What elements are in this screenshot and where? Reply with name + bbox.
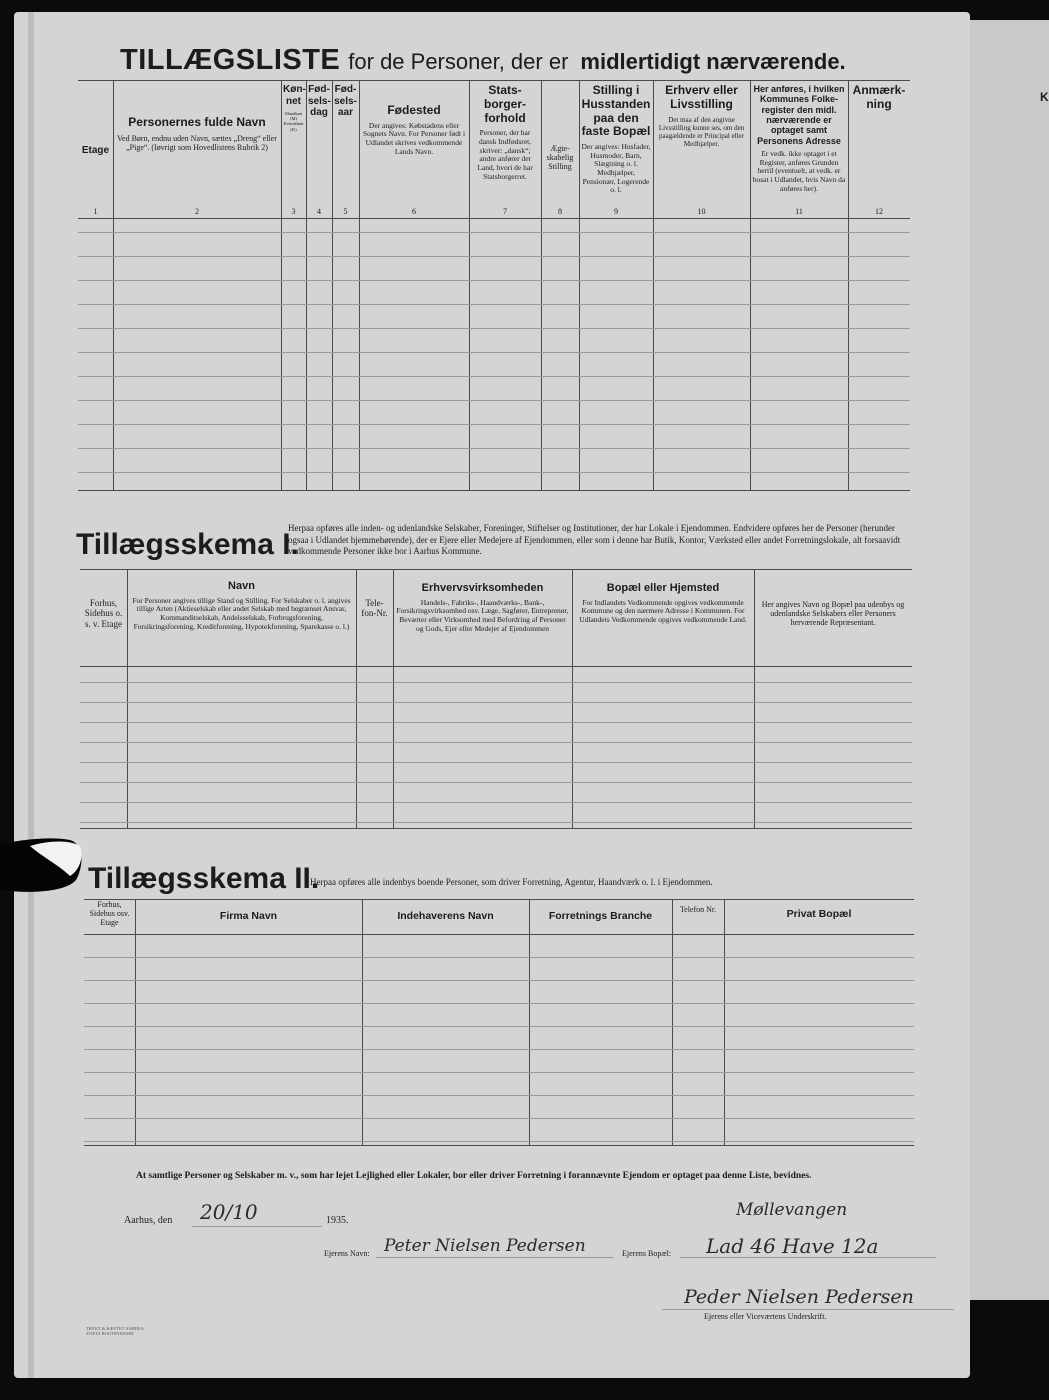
schema1-top-border [80,569,912,570]
adjacent-page-letter: K [1040,90,1049,104]
title-main: TILLÆGSLISTE [120,44,341,76]
s2-col-5 [673,905,723,935]
s2-col-6-title: Privat Bopæl [786,908,852,920]
handwritten-owner-address: Lad 46 Have 12a [706,1234,879,1258]
schema2-row-line [84,1049,914,1050]
list-col-number: 5 [343,207,348,216]
list-row-line [78,280,910,281]
list-row-line [78,256,910,257]
list-column-divider [359,80,360,490]
certification-text: At samtlige Personer og Selskaber m. v., som har lejet Lejlighed eller Lokaler, bor eller driver Forretning i forannævnte Ejendom er optaget paa denne Liste, bevidnes. [136,1171,812,1181]
schema1-row-line [80,802,912,803]
s1-col-1-title: Forhus, Sidehus o. s. v. Etage [84,598,123,629]
s1-col-2-title: Navn [228,580,255,592]
s1-col-4-note: Handels-, Fabriks-, Haandværks-, Bank-, Forsikringsvirksomhed osv. Læge, Sagfører, Entreprenør, Beværter eller Virksomhed med Befordring af Personer og Gods, Ejer eller Medejer af Ejendommen [396,597,569,633]
list-col-number: 3 [291,207,296,216]
s1-col-6-note: Her angives Navn og Bopæl paa udenbys og udenlandske Selskabers eller Personers herværende Repræsentant. [761,600,905,628]
list-col-number: 6 [412,207,416,216]
schema2-row-line [84,1072,914,1073]
list-row-line [78,304,910,305]
city-date-label: Aarhus, den [124,1215,173,1226]
list-col-9 [581,84,651,204]
list-column-divider [541,80,542,490]
list-col-10 [655,84,748,204]
schema2-title: Tillægsskema II. [88,862,320,895]
list-column-divider [281,80,282,490]
s2-col-2-title: Firma Navn [219,910,278,922]
s1-col-5-note: For Indlandets Vedkommende opgives vedkommende Kommune og den nærmere Adresse i Kommunen. For Udlandets Vedkommende opgives vedkommende Land. [579,597,747,624]
list-column-divider [332,80,333,490]
list-col-6 [361,104,467,224]
list-row-line [78,352,910,353]
list-row-line [78,328,910,329]
list-col-number: 2 [195,207,199,216]
owner-address-label: Ejerens Bopæl: [622,1249,672,1258]
list-col-3 [283,84,304,204]
schema1-row-line [80,742,912,743]
list-col-7 [471,84,539,204]
schema1-row-line [80,702,912,703]
list-column-divider [306,80,307,490]
list-col-4-title: Fød-sels-dag [308,84,331,118]
list-col-number: 8 [558,207,562,216]
s2-col-3 [363,910,528,940]
schema2-column-divider [672,899,673,1145]
schema1-row-line [80,782,912,783]
printer-imprint: TRYKT & HÆFTET AARHUS STIFTS BOGTRYKKERI [86,1326,144,1337]
list-row-line [78,472,910,473]
date-line [192,1226,322,1227]
list-col-2-note: Ved Børn, endnu uden Navn, sættes „Dreng“ eller „Pige“. (Iøvrigt som Hovedlistens Rubrik 2) [117,133,277,152]
schema2-row-line [84,957,914,958]
signature-label: Ejerens eller Viceværtens Underskrift. [704,1312,827,1321]
list-column-divider [653,80,654,490]
list-col-3-note: Mandkøn (M) Kvindekøn (K) [283,111,304,132]
list-column-divider [113,80,114,490]
schema2-row-line [84,1118,914,1119]
thumb-image [0,836,82,894]
s2-col-1-title: Forhus, Sidehus osv. Etage [89,900,130,928]
adjacent-page [960,20,1049,1300]
handwritten-address-extra: Møllevangen [736,1200,848,1220]
s1-col-5 [574,582,752,662]
list-col-11-title: Her anføres, i hvilken Kommunes Folke-register den midl. nærværende er optaget samt Personens Adresse [753,84,845,146]
list-row-line [78,448,910,449]
s2-col-4-title: Forretnings Branche [548,910,653,922]
list-col-10-title: Erhverv eller Livsstilling [665,83,738,111]
schema2-row-line [84,1141,914,1142]
s2-col-5-title: Telefon Nr. [679,905,717,914]
list-col-number: 7 [503,207,507,216]
schema2-bottom-border [84,1145,914,1146]
list-col-6-note: Der angives: Købstadens eller Sognets Navn. For Personer født i Udlandet skrives vedkommende Lands Navn. [362,120,466,156]
list-row-line [78,424,910,425]
list-col-number: 1 [93,207,98,216]
list-col-12 [850,84,908,204]
s2-col-6 [725,908,913,938]
schema2-row-line [84,1003,914,1004]
s1-col-4-title: Erhvervsvirksomheden [421,582,544,594]
s2-col-2 [136,910,361,940]
s1-col-3 [358,598,391,678]
s1-col-2-note: For Personer angives tillige Stand og Stilling. For Selskaber o. l. angives tillige Arten (Aktieselskab eller andet Selskab med begrænset Ansvar, Kommanditselskab, Andelsselskab, Forbrugsforening, Forsikringsforening, Kreditforening, Hypotekforening, Sparekasse o. l.) [132,595,351,631]
year-text: 1935. [326,1215,349,1226]
s2-col-3-title: Indehaverens Navn [397,910,494,922]
list-col-3-title: Køn-net [283,84,306,107]
list-col-number: 10 [697,207,706,216]
s2-col-4 [530,910,671,940]
schema2-row-line [84,1095,914,1096]
owner-name-line [376,1257,614,1258]
list-col-7-note: Personer, der har dansk Indfødsret, skriver: „dansk“; andre anfører det Land, hvori de har Statsborgerret. [477,128,533,181]
list-col-10-note: Det maa af den angivne Livsstilling kunne ses, om den paagældende er Principal eller Medhjælper. [658,115,745,148]
list-col-number: 9 [614,207,618,216]
handwritten-owner-name: Peter Nielsen Pedersen [384,1236,586,1256]
schema2-description: Herpaa opføres alle indenbys boende Personer, som driver Forretning, Agentur, Haandværk o. l. i Ejendommen. [310,877,713,887]
schema1-bottom-border [80,828,912,829]
list-col-2 [115,116,279,236]
form-title [120,44,846,77]
schema1-row-line [80,682,912,683]
s1-col-1 [82,598,125,678]
list-col-1-title: Etage [81,145,110,156]
list-bottom-border [78,490,910,491]
list-col-number: 12 [875,207,883,216]
s1-col-6 [756,596,910,676]
s1-col-3-title: Tele-fon-Nr. [361,598,388,619]
schema1-row-line [80,822,912,823]
schema1-row-line [80,722,912,723]
schema2-top-border [84,899,914,900]
list-col-2-title: Personernes fulde Navn [128,115,266,129]
list-column-divider [848,80,849,490]
s2-col-1 [85,900,134,930]
list-col-number: 11 [795,207,803,216]
s1-col-5-title: Bopæl eller Hjemsted [606,582,720,594]
list-col-6-title: Fødested [387,103,441,117]
schema2-row-line [84,1026,914,1027]
s1-col-4 [395,582,570,662]
list-col-5-title: Fød-sels-aar [334,84,357,118]
list-column-divider [750,80,751,490]
list-col-8 [543,140,577,260]
schema1-column-divider [393,569,394,828]
schema1-row-line [80,762,912,763]
title-sub-bold: midlertidigt nærværende. [580,49,846,74]
owner-name-label: Ejerens Navn: [324,1249,370,1258]
s1-col-2 [129,580,354,660]
schema1-title: Tillægsskema I. [76,528,299,561]
list-top-border [78,80,910,81]
signature-line [662,1309,954,1310]
handwritten-date: 20/10 [200,1200,258,1224]
list-col-8-note: Ægte-skabelig Stilling [546,144,574,172]
page-binding [28,12,34,1378]
list-col-11-note: Er vedk. ikke optaget i et Register, anføres Grunden hertil (eventuelt, at vedk. er bosat i Udlandet, hvis Navn da anføres her). [752,149,846,193]
list-col-7-title: Stats-borger-forhold [484,83,526,125]
list-col-number: 4 [317,207,321,216]
schema1-column-divider [356,569,357,828]
list-col-12-title: Anmærk-ning [852,83,906,111]
list-row-line [78,400,910,401]
list-col-5 [334,84,357,204]
list-col-11 [752,84,846,204]
list-column-divider [579,80,580,490]
list-col-4 [308,84,330,204]
list-row-line [78,376,910,377]
list-col-1 [80,145,111,265]
schema1-column-divider [754,569,755,828]
schema1-column-divider [127,569,128,828]
handwritten-signature: Peder Nielsen Pedersen [684,1286,914,1308]
list-col-9-note: Der angives: Husfader, Husmoder, Barn, Slægtning o. l. Medhjælper, Pensionær, Logerende o. l. [581,142,651,195]
list-column-divider [469,80,470,490]
title-sub: for de Personer, der er [348,49,569,74]
schema1-column-divider [572,569,573,828]
list-col-9-title: Stilling i Husstanden paa den faste Bopæl [581,83,651,139]
schema1-description: Herpaa opføres alle inden- og udenlandske Selskaber, Foreninger, Stiftelser og Institutioner, der har Lokale i Ejendommen. Endvidere opføres her de Personer (herunder ogsaa i Udlandet hjemmehørende), der er Ejere eller Medejere af Ejendommen, eller som i denne har Butik, Kontor, Værksted eller andet Forretningslokale, alt forsaavidt vedkommende Personer ikke bor i Aarhus Kommune. [288,523,901,557]
schema2-row-line [84,980,914,981]
